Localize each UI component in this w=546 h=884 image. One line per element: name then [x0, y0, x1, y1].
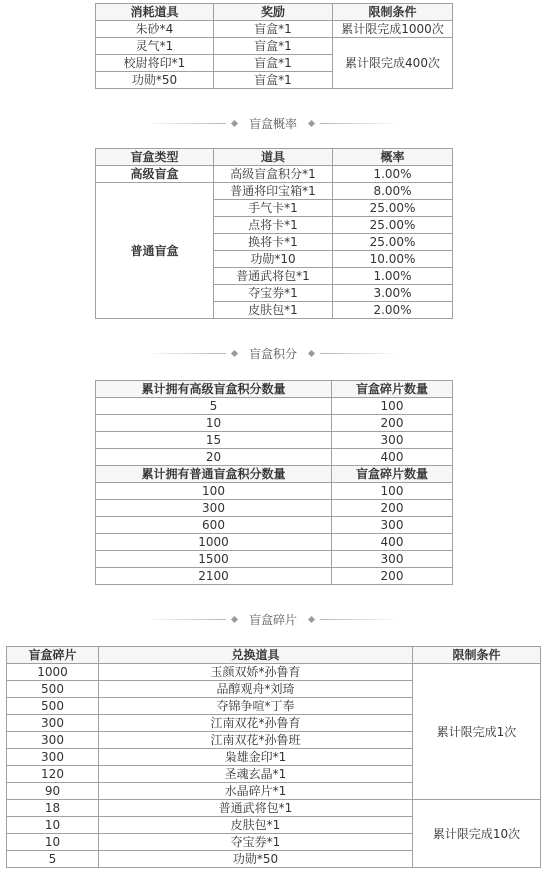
fragments: 100	[332, 398, 453, 415]
fragments: 200	[332, 568, 453, 585]
divider-line	[146, 123, 226, 124]
fragment-cost: 300	[7, 715, 99, 732]
points: 300	[96, 500, 332, 517]
section-divider-points	[0, 345, 546, 361]
points: 1500	[96, 551, 332, 568]
header-fragments: 盲盒碎片	[7, 647, 99, 664]
table-header-row	[96, 466, 453, 483]
fragments: 100	[332, 483, 453, 500]
diamond-icon	[308, 615, 315, 622]
exchange-table	[95, 3, 453, 89]
item: 高级盲盒积分*1	[214, 166, 333, 183]
reward: 盲盒*1	[214, 38, 333, 55]
probability: 2.00%	[333, 302, 453, 319]
table-row	[96, 517, 453, 534]
fragments: 300	[332, 432, 453, 449]
item: 功勋*10	[214, 251, 333, 268]
limit-cell: 累计限完成400次	[333, 38, 453, 89]
cost-item: 功勋*50	[96, 72, 214, 89]
points: 10	[96, 415, 332, 432]
exchange-item: 圣魂玄晶*1	[99, 766, 413, 783]
limit-cell: 累计限完成1000次	[333, 21, 453, 38]
table-row	[96, 534, 453, 551]
diamond-icon	[308, 119, 315, 126]
table-row	[7, 664, 541, 681]
points-table	[95, 380, 453, 585]
item: 普通将印宝箱*1	[214, 183, 333, 200]
box-type: 普通盲盒	[96, 183, 214, 319]
exchange-item: 夺锦争喧*丁奉	[99, 698, 413, 715]
item: 换将卡*1	[214, 234, 333, 251]
fragment-cost: 120	[7, 766, 99, 783]
cost-item: 校尉将印*1	[96, 55, 214, 72]
table-row	[96, 166, 453, 183]
fragment-cost: 18	[7, 800, 99, 817]
fragments: 200	[332, 415, 453, 432]
points: 5	[96, 398, 332, 415]
points: 2100	[96, 568, 332, 585]
cost-item: 朱砂*4	[96, 21, 214, 38]
item: 皮肤包*1	[214, 302, 333, 319]
table-row	[96, 38, 453, 55]
diamond-icon	[231, 119, 238, 126]
table-header-row	[96, 381, 453, 398]
item: 点将卡*1	[214, 217, 333, 234]
divider-line	[320, 353, 400, 354]
fragment-cost: 10	[7, 834, 99, 851]
table-row	[96, 432, 453, 449]
divider-line	[146, 353, 226, 354]
table-row	[96, 551, 453, 568]
fragments: 300	[332, 517, 453, 534]
table-row	[96, 183, 453, 200]
table-header-row	[96, 149, 453, 166]
reward: 盲盒*1	[214, 72, 333, 89]
diamond-icon	[231, 615, 238, 622]
fragment-cost: 90	[7, 783, 99, 800]
probability: 8.00%	[333, 183, 453, 200]
cost-item: 灵气*1	[96, 38, 214, 55]
header-limit: 限制条件	[413, 647, 541, 664]
probability: 10.00%	[333, 251, 453, 268]
fragments: 300	[332, 551, 453, 568]
probability: 25.00%	[333, 234, 453, 251]
section-title: 盲盒碎片	[248, 612, 297, 627]
item: 普通武将包*1	[214, 268, 333, 285]
fragment-cost: 1000	[7, 664, 99, 681]
divider-line	[320, 123, 400, 124]
table-header-row	[7, 647, 541, 664]
fragment-cost: 10	[7, 817, 99, 834]
probability: 25.00%	[333, 200, 453, 217]
table-row	[96, 568, 453, 585]
limit-cell: 累计限完成1次	[413, 664, 541, 800]
fragment-cost: 300	[7, 749, 99, 766]
header-reward: 奖励	[214, 4, 333, 21]
exchange-item: 水晶碎片*1	[99, 783, 413, 800]
fragment-cost: 500	[7, 698, 99, 715]
probability: 3.00%	[333, 285, 453, 302]
probability-table	[95, 148, 453, 319]
header-limit: 限制条件	[333, 4, 453, 21]
points: 100	[96, 483, 332, 500]
item: 夺宝券*1	[214, 285, 333, 302]
item: 手气卡*1	[214, 200, 333, 217]
exchange-item: 枭雄金印*1	[99, 749, 413, 766]
table-header-row	[96, 4, 453, 21]
divider-line	[146, 619, 226, 620]
exchange-item: 江南双花*孙鲁育	[99, 715, 413, 732]
points: 15	[96, 432, 332, 449]
limit-cell: 累计限完成10次	[413, 800, 541, 868]
header-probability: 概率	[333, 149, 453, 166]
fragments: 400	[332, 449, 453, 466]
header-senior-points: 累计拥有高级盲盒积分数量	[96, 381, 332, 398]
header-box-type: 盲盒类型	[96, 149, 214, 166]
probability: 25.00%	[333, 217, 453, 234]
header-exchange-item: 兑换道具	[99, 647, 413, 664]
header-fragment-count: 盲盒碎片数量	[332, 466, 453, 483]
table-row	[7, 800, 541, 817]
reward: 盲盒*1	[214, 55, 333, 72]
table-row	[96, 415, 453, 432]
table-row	[96, 449, 453, 466]
fragment-cost: 5	[7, 851, 99, 868]
exchange-item: 夺宝券*1	[99, 834, 413, 851]
header-normal-points: 累计拥有普通盲盒积分数量	[96, 466, 332, 483]
table-row	[96, 500, 453, 517]
diamond-icon	[308, 349, 315, 356]
section-divider-fragments	[0, 611, 546, 627]
probability: 1.00%	[333, 268, 453, 285]
exchange-item: 玉颜双娇*孙鲁育	[99, 664, 413, 681]
probability: 1.00%	[333, 166, 453, 183]
fragment-exchange-table	[6, 646, 541, 868]
header-fragment-count: 盲盒碎片数量	[332, 381, 453, 398]
exchange-item: 品醇观舟*刘琦	[99, 681, 413, 698]
header-item: 道具	[214, 149, 333, 166]
section-divider-probability	[0, 115, 546, 131]
exchange-item: 普通武将包*1	[99, 800, 413, 817]
points: 20	[96, 449, 332, 466]
box-type: 高级盲盒	[96, 166, 214, 183]
table-row	[96, 483, 453, 500]
header-cost-item: 消耗道具	[96, 4, 214, 21]
diamond-icon	[231, 349, 238, 356]
section-title: 盲盒积分	[248, 346, 297, 361]
fragment-cost: 300	[7, 732, 99, 749]
section-title: 盲盒概率	[248, 116, 297, 131]
table-row	[96, 21, 453, 38]
table-row	[96, 398, 453, 415]
fragments: 200	[332, 500, 453, 517]
fragments: 400	[332, 534, 453, 551]
exchange-item: 皮肤包*1	[99, 817, 413, 834]
points: 1000	[96, 534, 332, 551]
exchange-item: 江南双花*孙鲁班	[99, 732, 413, 749]
exchange-item: 功勋*50	[99, 851, 413, 868]
fragment-cost: 500	[7, 681, 99, 698]
divider-line	[320, 619, 400, 620]
reward: 盲盒*1	[214, 21, 333, 38]
points: 600	[96, 517, 332, 534]
